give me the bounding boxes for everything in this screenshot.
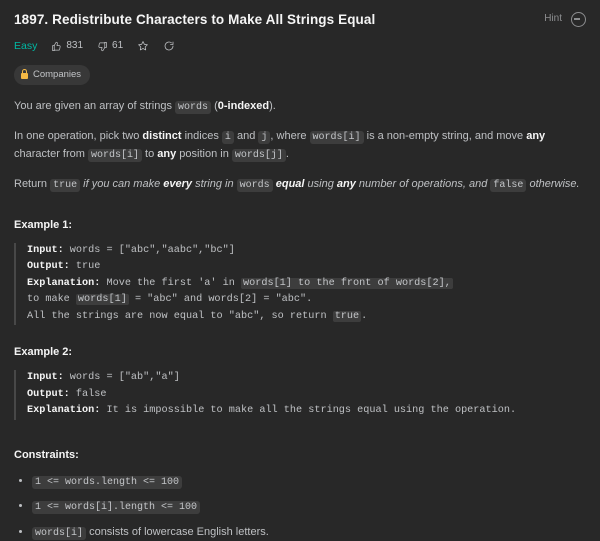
p3-code-false: false bbox=[490, 179, 526, 192]
example-1-title: Example 1: bbox=[14, 218, 73, 231]
thumbs-down-icon bbox=[97, 41, 108, 52]
p2-bold-distinct: distinct bbox=[142, 130, 182, 143]
example-1-explanation-label: Explanation: bbox=[27, 277, 101, 289]
example-1-block bbox=[14, 243, 586, 326]
example-2-block bbox=[14, 370, 586, 420]
p3-em-wrapper-f: number of operations, and bbox=[355, 178, 491, 191]
lock-icon bbox=[21, 73, 28, 79]
example-2-title: Example 2: bbox=[14, 346, 73, 359]
p2-bold-any-1: any bbox=[526, 130, 546, 143]
p3-em-every: every bbox=[163, 178, 193, 191]
p2-code-i: i bbox=[222, 131, 234, 144]
p2-text-i: . bbox=[285, 147, 289, 160]
p2-code-wordsi-1: words[i] bbox=[310, 131, 364, 144]
example-1-explanation-pre: Move the first 'a' in bbox=[100, 277, 241, 289]
p2-text-h: position in bbox=[176, 147, 232, 160]
p1-text-a: You are given an array of strings bbox=[14, 99, 176, 112]
example-2-input-value: words = ["ab","a"] bbox=[63, 372, 180, 384]
meta-row bbox=[14, 39, 586, 54]
example-2-explanation-pre: It is impossible to make all the strings equal using the operation. bbox=[100, 405, 517, 417]
example-1-output-value: true bbox=[69, 261, 101, 273]
example-1-explanation-l2-pre: to make bbox=[27, 294, 76, 306]
constraint-3-text: consists of lowercase English letters. bbox=[86, 525, 269, 538]
p1-text-c: ). bbox=[269, 99, 276, 112]
description-paragraph-2 bbox=[14, 128, 586, 163]
list-item bbox=[32, 474, 586, 491]
example-1-explanation-l2-post: = "abc" and words[2] = "abc". bbox=[128, 294, 313, 306]
example-1-explanation-l2-highlight: words[1] bbox=[77, 294, 127, 306]
example-2-output-label: Output: bbox=[27, 388, 70, 400]
p3-code-words: words bbox=[237, 179, 273, 192]
favorite-control[interactable] bbox=[137, 40, 149, 52]
p2-text-c: and bbox=[233, 130, 259, 143]
p3-text-a: Return bbox=[14, 178, 51, 191]
title-actions bbox=[544, 10, 586, 27]
star-icon bbox=[137, 40, 149, 52]
p3-em-equal: equal bbox=[275, 178, 305, 191]
p2-text-d: , where bbox=[270, 130, 310, 143]
list-item bbox=[32, 525, 586, 541]
p1-bold-zero-indexed: 0-indexed bbox=[217, 99, 270, 112]
constraint-3-code: words[i] bbox=[32, 527, 86, 540]
share-control[interactable] bbox=[163, 40, 175, 52]
example-2-input-label: Input: bbox=[27, 372, 64, 384]
p3-em-wrapper-b: if you can make bbox=[80, 178, 164, 191]
p1-code-words: words bbox=[175, 101, 211, 114]
difficulty-badge[interactable]: Easy bbox=[14, 39, 38, 52]
like-control[interactable] bbox=[51, 39, 83, 54]
companies-tag-label: Companies bbox=[33, 68, 82, 80]
constraints-list bbox=[14, 474, 586, 541]
example-1-input-label: Input: bbox=[27, 244, 64, 256]
example-1-input-value: words = ["abc","aabc","bc"] bbox=[63, 244, 235, 256]
p3-em-wrapper-g: otherwise. bbox=[526, 178, 580, 191]
like-count: 831 bbox=[66, 39, 84, 51]
hint-label[interactable]: Hint bbox=[544, 13, 562, 25]
example-1-output-label: Output: bbox=[27, 261, 70, 273]
p2-text-a: In one operation, pick two bbox=[14, 130, 143, 143]
share-icon bbox=[163, 40, 175, 52]
example-1-explanation-l3-pre: All the strings are now equal to "abc", so return bbox=[27, 310, 333, 322]
thumbs-up-icon bbox=[51, 41, 62, 52]
description-paragraph-3 bbox=[14, 176, 586, 194]
constraint-2-code: 1 <= words[i].length <= 100 bbox=[32, 501, 200, 514]
example-1-explanation-l3-highlight: true bbox=[334, 310, 360, 322]
example-1-explanation-highlight: words[1] to the front of words[2], bbox=[243, 277, 451, 289]
p2-text-e: is a non-empty string, and move bbox=[363, 130, 527, 143]
title-row bbox=[14, 10, 586, 30]
p3-em-wrapper-c: string in bbox=[192, 178, 237, 191]
p2-text-f: character from bbox=[14, 147, 88, 160]
dislike-count: 61 bbox=[112, 39, 124, 51]
constraints-title: Constraints: bbox=[14, 448, 79, 461]
p2-text-b: indices bbox=[181, 130, 222, 143]
page-title: 1897. Redistribute Characters to Make All Strings Equal bbox=[14, 12, 376, 27]
p2-code-j: j bbox=[258, 131, 270, 144]
p3-code-true: true bbox=[50, 179, 80, 192]
minus-circle-icon[interactable] bbox=[571, 12, 586, 27]
p2-code-wordsi-2: words[i] bbox=[88, 149, 142, 162]
p3-em-wrapper-e: using bbox=[304, 178, 337, 191]
p3-em-any: any bbox=[336, 178, 356, 191]
p2-code-wordsj: words[j] bbox=[232, 149, 286, 162]
companies-tag[interactable] bbox=[14, 65, 90, 85]
example-2-explanation-label: Explanation: bbox=[27, 405, 101, 417]
dislike-control[interactable] bbox=[97, 39, 123, 54]
example-2-output-value: false bbox=[69, 388, 107, 400]
p2-bold-any-2: any bbox=[157, 147, 177, 160]
list-item bbox=[32, 499, 586, 516]
example-1-explanation-l3-post: . bbox=[361, 310, 368, 322]
description-paragraph-1 bbox=[14, 98, 586, 116]
constraint-1-code: 1 <= words.length <= 100 bbox=[32, 476, 182, 489]
p2-text-g: to bbox=[141, 147, 158, 160]
p1-text-b: ( bbox=[211, 99, 218, 112]
tag-row bbox=[14, 65, 586, 85]
